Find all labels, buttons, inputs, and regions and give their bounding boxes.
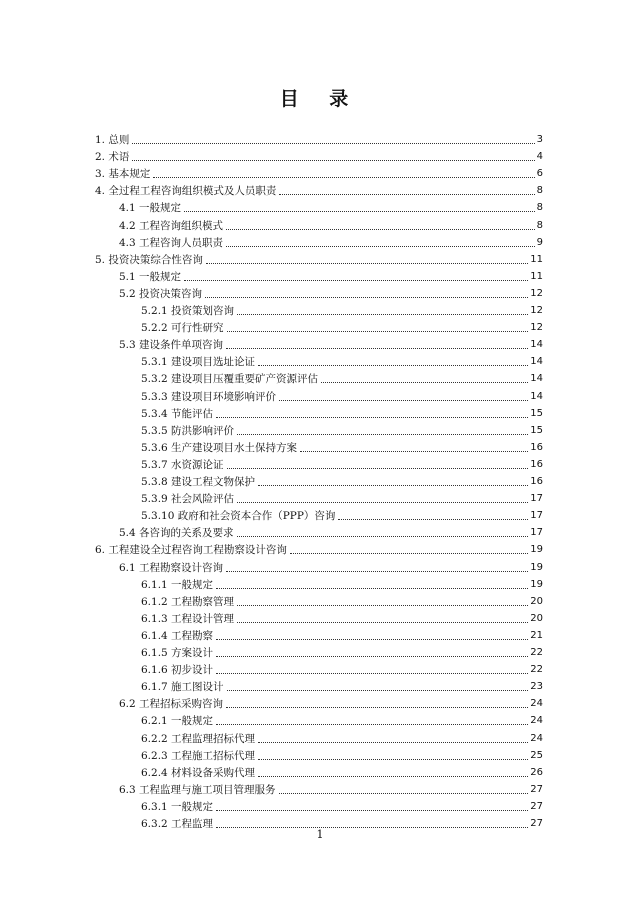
- toc-dot-leader: [184, 210, 535, 212]
- toc-dot-leader: [227, 330, 529, 332]
- toc-entry[interactable]: [119, 283, 543, 300]
- toc-dot-leader: [205, 296, 528, 298]
- toc-entry[interactable]: [95, 539, 543, 556]
- toc-entry-label: 3. 基本规定: [95, 168, 151, 180]
- toc-dot-leader: [226, 706, 528, 708]
- toc-entry[interactable]: [119, 197, 543, 214]
- toc-entry-label: 4.2 工程咨询组织模式: [119, 220, 224, 232]
- toc-dot-leader: [290, 552, 528, 554]
- toc-entry[interactable]: [141, 454, 543, 471]
- toc-dot-leader: [206, 262, 528, 264]
- toc-entry-label: 5.2.1 投资策划咨询: [141, 305, 235, 317]
- toc-entry-page: 6: [536, 168, 543, 179]
- toc-dot-leader: [258, 364, 528, 366]
- toc-dot-leader: [237, 621, 528, 623]
- toc-entry[interactable]: [119, 215, 543, 232]
- toc-entry-page: 27: [530, 818, 543, 829]
- toc-entry-label: 6.1.3 工程设计管理: [141, 613, 235, 625]
- toc-entry[interactable]: [141, 437, 543, 454]
- toc-entry-label: 6.1.5 方案设计: [141, 647, 214, 659]
- toc-dot-leader: [216, 809, 528, 811]
- toc-dot-leader: [216, 638, 528, 640]
- toc-entry-label: 5. 投资决策综合性咨询: [95, 254, 203, 266]
- toc-entry-page: 14: [530, 391, 543, 402]
- page-number: 1: [316, 828, 324, 841]
- toc-entry-label: 5.3.10 政府和社会资本合作（PPP）咨询: [141, 510, 336, 522]
- toc-entry-page: 16: [530, 476, 543, 487]
- toc-entry-page: 20: [530, 613, 543, 624]
- toc-entry-page: 11: [530, 271, 543, 282]
- toc-entry-label: 5.3.5 防洪影响评价: [141, 425, 235, 437]
- toc-dot-leader: [279, 399, 528, 401]
- toc-entry-label: 6.1.1 一般规定: [141, 579, 214, 591]
- toc-entry-page: 8: [536, 185, 543, 196]
- toc-entry[interactable]: [119, 232, 543, 249]
- toc-entry-page: 8: [536, 220, 543, 231]
- toc-entry[interactable]: [119, 557, 543, 574]
- toc-entry-label: 6.2.2 工程监理招标代理: [141, 733, 256, 745]
- toc-entry-page: 14: [530, 339, 543, 350]
- toc-dot-leader: [216, 655, 528, 657]
- toc-entry-page: 23: [530, 681, 543, 692]
- toc-entry[interactable]: [141, 368, 543, 385]
- toc-dot-leader: [237, 433, 528, 435]
- toc-dot-leader: [237, 313, 528, 315]
- toc-entry-label: 5.3.8 建设工程文物保护: [141, 476, 256, 488]
- toc-entry[interactable]: [141, 745, 543, 762]
- toc-entry-page: 12: [530, 305, 543, 316]
- toc-entry-page: 17: [530, 493, 543, 504]
- toc-entry[interactable]: [141, 351, 543, 368]
- toc-entry-label: 5.4 各咨询的关系及要求: [119, 527, 234, 539]
- toc-entry[interactable]: [119, 334, 543, 351]
- toc-entry-label: 1. 总则: [95, 134, 130, 146]
- toc-entry-page: 21: [530, 630, 543, 641]
- toc-entry[interactable]: [141, 317, 543, 334]
- toc-entry-page: 17: [530, 510, 543, 521]
- toc-entry[interactable]: [95, 129, 543, 146]
- toc-entry-page: 24: [530, 698, 543, 709]
- toc-entry-label: 6.2.4 材料设备采购代理: [141, 767, 256, 779]
- toc-entry[interactable]: [141, 488, 543, 505]
- toc-dot-leader: [216, 587, 528, 589]
- toc-dot-leader: [153, 176, 534, 178]
- toc-entry-page: 12: [530, 288, 543, 299]
- toc-entry[interactable]: [119, 779, 543, 796]
- toc-dot-leader: [321, 381, 528, 383]
- toc-entry-page: 15: [530, 408, 543, 419]
- toc-entry-page: 14: [530, 356, 543, 367]
- toc-entry-label: 6.2.1 一般规定: [141, 715, 214, 727]
- toc-dot-leader: [258, 484, 528, 486]
- toc-entry-page: 27: [530, 801, 543, 812]
- toc-entry-page: 22: [530, 647, 543, 658]
- toc-entry-page: 14: [530, 373, 543, 384]
- toc-entry-page: 26: [530, 767, 543, 778]
- toc-entry-label: 6.1 工程勘察设计咨询: [119, 562, 224, 574]
- toc-entry-page: 3: [536, 134, 543, 145]
- toc-dot-leader: [132, 142, 534, 144]
- toc-entry[interactable]: [141, 728, 543, 745]
- toc-entry-label: 4.3 工程咨询人员职责: [119, 237, 224, 249]
- toc-entry-label: 6.1.2 工程勘察管理: [141, 596, 235, 608]
- toc-entry[interactable]: [141, 608, 543, 625]
- toc-entry[interactable]: [141, 574, 543, 591]
- toc-entry[interactable]: [119, 693, 543, 710]
- toc-entry-label: 4.1 一般规定: [119, 202, 182, 214]
- toc-entry[interactable]: [141, 625, 543, 642]
- toc-entry-label: 6. 工程建设全过程咨询工程勘察设计咨询: [95, 544, 287, 556]
- toc-entry[interactable]: [141, 403, 543, 420]
- toc-entry-page: 22: [530, 664, 543, 675]
- toc-entry-page: 4: [536, 151, 543, 162]
- toc-entry-page: 12: [530, 322, 543, 333]
- toc-entry-label: 2. 术语: [95, 151, 130, 163]
- toc-dot-leader: [237, 535, 529, 537]
- toc-entry-label: 5.3.6 生产建设项目水土保持方案: [141, 442, 298, 454]
- toc-title: 目 录: [279, 88, 361, 110]
- toc-entry-page: 20: [530, 596, 543, 607]
- toc-entry[interactable]: [141, 591, 543, 608]
- toc-dot-leader: [258, 775, 528, 777]
- toc-entry-page: 8: [536, 202, 543, 213]
- toc-dot-leader: [226, 347, 528, 349]
- toc-entry-label: 6.3.1 一般规定: [141, 801, 214, 813]
- toc-entry-page: 19: [530, 579, 543, 590]
- toc-entry[interactable]: [141, 471, 543, 488]
- toc-dot-leader: [338, 518, 528, 520]
- toc-dot-leader: [216, 672, 528, 674]
- toc-entry-label: 6.2.3 工程施工招标代理: [141, 750, 256, 762]
- toc-dot-leader: [227, 467, 529, 469]
- toc-entry[interactable]: [119, 266, 543, 283]
- toc-entry-label: 5.3.4 节能评估: [141, 408, 214, 420]
- toc-dot-leader: [132, 159, 534, 161]
- toc-entry-page: 16: [530, 459, 543, 470]
- toc-entry-label: 5.2.2 可行性研究: [141, 322, 224, 334]
- toc-dot-leader: [279, 193, 534, 195]
- toc-dot-leader: [237, 604, 528, 606]
- toc-entry[interactable]: [141, 420, 543, 437]
- toc-dot-leader: [300, 450, 528, 452]
- toc-dot-leader: [227, 689, 529, 691]
- toc-entry[interactable]: [119, 522, 543, 539]
- toc-entry-page: 17: [530, 527, 543, 538]
- toc-dot-leader: [258, 758, 528, 760]
- toc-entry-label: 5.3.2 建设项目压覆重要矿产资源评估: [141, 373, 319, 385]
- toc-entry[interactable]: [141, 505, 543, 522]
- toc-entry-label: 6.1.4 工程勘察: [141, 630, 214, 642]
- toc-entry-label: 5.2 投资决策咨询: [119, 288, 203, 300]
- toc-entry[interactable]: [95, 146, 543, 163]
- toc-entry[interactable]: [95, 249, 543, 266]
- toc-entry[interactable]: [95, 163, 543, 180]
- toc-entry[interactable]: [141, 300, 543, 317]
- toc-dot-leader: [226, 228, 535, 230]
- toc-dot-leader: [237, 501, 528, 503]
- toc-entry-label: 5.3.9 社会风险评估: [141, 493, 235, 505]
- toc-dot-leader: [216, 416, 528, 418]
- toc-entry-page: 16: [530, 442, 543, 453]
- toc-entry-label: 6.3.2 工程监理: [141, 818, 214, 830]
- toc-dot-leader: [226, 245, 535, 247]
- toc-entry[interactable]: [141, 796, 543, 813]
- toc-entry-label: 5.3.1 建设项目选址论证: [141, 356, 256, 368]
- toc-entry-label: 5.3.7 水资源论证: [141, 459, 224, 471]
- toc-entry-label: 6.1.7 施工图设计: [141, 681, 224, 693]
- toc-dot-leader: [258, 741, 528, 743]
- toc-entry-label: 6.3 工程监理与施工项目管理服务: [119, 784, 276, 796]
- toc-entry-page: 19: [530, 562, 543, 573]
- toc-entry-label: 4. 全过程工程咨询组织模式及人员职责: [95, 185, 277, 197]
- toc-entry-page: 9: [536, 237, 543, 248]
- toc-entry[interactable]: [141, 762, 543, 779]
- toc-entry-label: 5.3.3 建设项目环境影响评价: [141, 391, 277, 403]
- toc-entry-label: 6.1.6 初步设计: [141, 664, 214, 676]
- toc-entry[interactable]: [141, 710, 543, 727]
- toc-entry[interactable]: [141, 386, 543, 403]
- toc-entry-page: 24: [530, 733, 543, 744]
- toc-entry[interactable]: [141, 642, 543, 659]
- toc-entry[interactable]: [141, 659, 543, 676]
- toc-entry-page: 15: [530, 425, 543, 436]
- toc-dot-leader: [279, 792, 529, 794]
- toc-entry-label: 5.3 建设条件单项咨询: [119, 339, 224, 351]
- toc-entry-page: 24: [530, 715, 543, 726]
- toc-dot-leader: [216, 723, 528, 725]
- toc-entry[interactable]: [95, 180, 543, 197]
- toc-dot-leader: [184, 279, 528, 281]
- toc-entry-label: 6.2 工程招标采购咨询: [119, 698, 224, 710]
- toc-entry-label: 5.1 一般规定: [119, 271, 182, 283]
- toc-entry-page: 19: [530, 544, 543, 555]
- toc-entry-page: 25: [530, 750, 543, 761]
- toc-entry-page: 27: [530, 784, 543, 795]
- toc-entry[interactable]: [141, 676, 543, 693]
- toc-dot-leader: [226, 570, 528, 572]
- toc-entry-page: 11: [530, 254, 543, 265]
